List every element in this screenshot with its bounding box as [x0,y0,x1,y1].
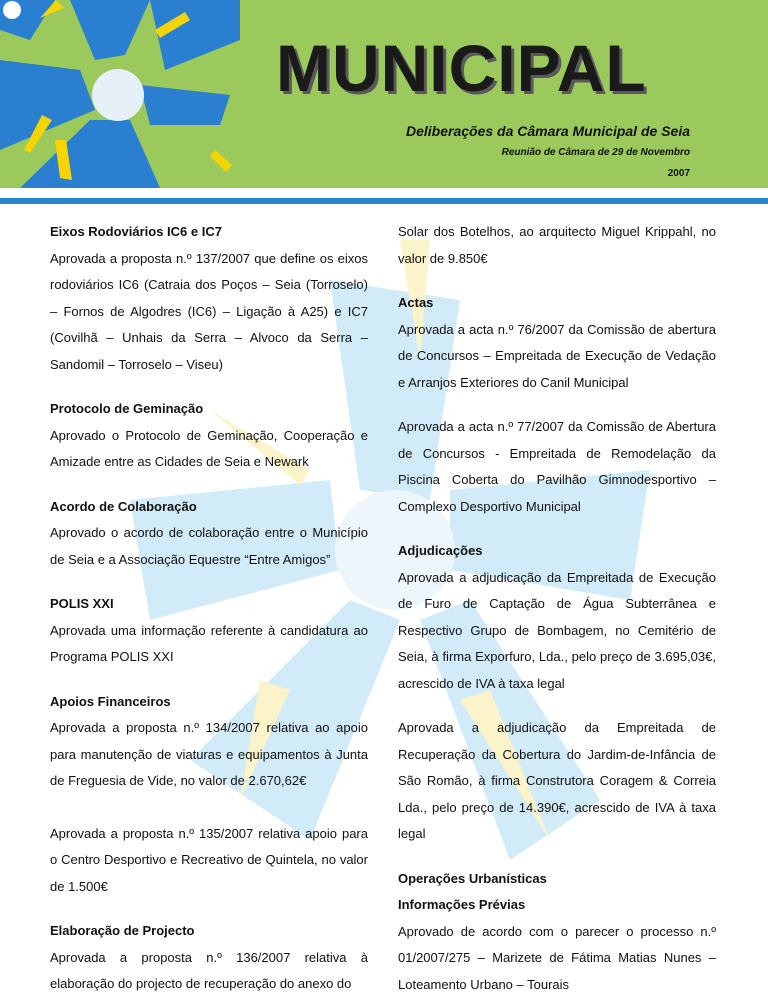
right-column [398,219,716,998]
flower-logo-icon [0,0,240,188]
section-text: Aprovada a proposta n.º 136/2007 relativa à elaboração do projecto de recuperação do anexo do [50,945,368,998]
section-heading: Protocolo de Geminação [50,396,368,423]
section-subheading: Informações Prévias [398,892,716,919]
section-text: Aprovada a proposta n.º 137/2007 que define os eixos rodoviários IC6 (Catraia dos Poços – Seia (Torroselo) – Fornos de Algodres (IC6) – Ligação à A25) e IC7 (Covilhã – Unhais da Serra – Alvoco da Serra – Sandomil – Torroselo – Viseu) [50,246,368,379]
section-heading: Actas [398,290,716,317]
section-text: Aprovado o acordo de colaboração entre o Município de Seia e a Associação Equestre “Entre Amigos” [50,520,368,573]
section-text: Aprovada a proposta n.º 135/2007 relativa apoio para o Centro Desportivo e Recreativo de Quintela, no valor de 1.500€ [50,821,368,901]
section-heading: Elaboração de Projecto [50,918,368,945]
section-heading: POLIS XXI [50,591,368,618]
year-label: 2007 [668,168,690,179]
page-subtitle: Deliberações da Câmara Municipal de Seia [406,123,690,139]
section-heading: Operações Urbanísticas [398,866,716,893]
section-text: Aprovada a proposta n.º 134/2007 relativa ao apoio para manutenção de viaturas e equipamentos à Junta de Freguesia de Vide, no valor de 2.670,62€ [50,715,368,795]
page-title: MUNICIPAL [276,30,647,106]
section-heading: Apoios Financeiros [50,689,368,716]
left-column [50,219,368,998]
section-heading: Adjudicações [398,538,716,565]
section-heading: Eixos Rodoviários IC6 e IC7 [50,219,368,246]
section-text: Aprovado de acordo com o parecer o processo n.º 01/2007/275 – Marizete de Fátima Matias Nunes – Loteamento Urbano – Tourais [398,919,716,998]
section-heading: Acordo de Colaboração [50,494,368,521]
meeting-date: Reunião de Câmara de 29 de Novembro [502,147,690,158]
masthead [0,0,768,188]
section-text: Aprovada uma informação referente à candidatura ao Programa POLIS XXI [50,618,368,671]
section-text: Aprovado o Protocolo de Geminação, Cooperação e Amizade entre as Cidades de Seia e Newark [50,423,368,476]
section-text: Aprovada a acta n.º 77/2007 da Comissão de Abertura de Concursos - Empreitada de Remodelação da Piscina Coberta do Pavilhão Gimnodesportivo – Complexo Desportivo Municipal [398,414,716,520]
section-text: Aprovada a adjudicação da Empreitada de Execução de Furo de Captação de Água Subterrânea e Respectivo Grupo de Bombagem, no Cemitério de Seia, à firma Exporfuro, Lda., pelo preço de 3.695,03€, acrescido de IVA à taxa legal [398,565,716,698]
section-text: Aprovada a acta n.º 76/2007 da Comissão de abertura de Concursos – Empreitada de Execução de Vedação e Arranjos Exteriores do Canil Municipal [398,317,716,397]
section-text: Aprovada a adjudicação da Empreitada de Recuperação da Cobertura do Jardim-de-Infância de São Romão, à firma Construtora Coragem & Correia Lda., pelo preço de 14.390€, acrescido de IVA à taxa legal [398,715,716,848]
header-divider [0,198,768,204]
section-text: Solar dos Botelhos, ao arquitecto Miguel Krippahl, no valor de 9.850€ [398,219,716,272]
